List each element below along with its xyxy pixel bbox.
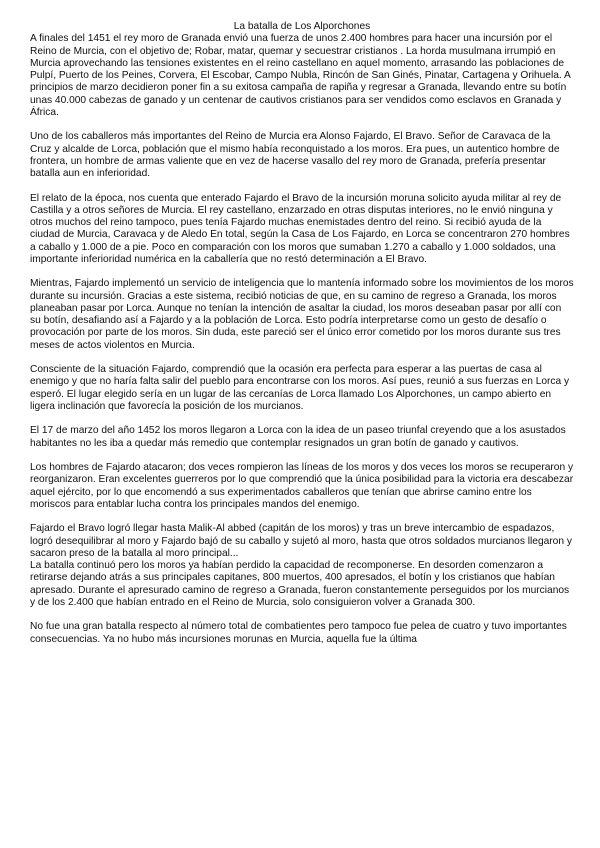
paragraph-inteligencia: Mientras, Fajardo implementó un servicio de inteligencia que lo mantenía informado sobre los movimientos de los moros durante su incursión. Gracias a este sistema, recibió noticias de que, en su camino de regreso a Granada, los moros planeaban pasar por Lorca. Aunque no tenían la intención de asaltar la ciudad, los moros deseaban pasar por allí con su botín, desafiando así a Fajardo y a la población de Lorca. Esto podría interpretarse como un gesto de desafío o provocación por parte de los moros. Sin duda, este pareció ser el único error cometido por los moros durante sus tres meses de actos violentos en Murcia. — [30, 278, 574, 351]
document-title: La batalla de Los Alporchones — [233, 21, 371, 32]
paragraph-17-marzo: El 17 de marzo del año 1452 los moros llegaron a Lorca con la idea de un paseo triunfal creyendo que a los asustados habitantes no les iba a quedar más remedio que contemplar resignados un gran botín de ganado y cautivos. — [30, 425, 566, 449]
paragraph-malik-al-abbed: Fajardo el Bravo logró llegar hasta Malik-Al abbed (capitán de los moros) y tras un breve intercambio de espadazos, logró desequilibrar al moro y Fajardo bajó de su caballo y sujetó al moro, hasta que otros soldados murcianos llegaron y sacaron preso de la batalla al moro principal... — [30, 523, 572, 559]
paragraph-alonso-fajardo: Uno de los caballeros más importantes del Reino de Murcia era Alonso Fajardo, El Bravo. Señor de Caravaca de la Cruz y alcalde de Lorca, población que el mismo había reconquistado a los moros. Era pues, un autentico hombre de frontera, un hombre de armas valiente que en vez de hacerse vasallo del rey moro de Granada, prefería presentar batalla aun en inferioridad. — [30, 131, 560, 179]
paragraph-relato-epoca: El relato de la época, nos cuenta que enterado Fajardo el Bravo de la incursión moruna solicito ayuda militar al rey de Castilla y a otros señores de Murcia. El rey castellano, enzarzado en otras disputas interiores, no le envió ninguna y otros muchos del reino tampoco, pues tenía Fajardo muchas enemistades dentro del reino. Si recibió ayuda de la ciudad de Murcia, Caravaca y de Aledo En total, según la Casa de Los Fajardo, en Lorca se concentraron 270 hombres a caballo y 1.000 de a pie. Poco en comparación con los moros que sumaban 1.270 a caballo y 1.000 soldados, una importante inferioridad numérica en la caballería que no restó determinación a El Bravo. — [30, 192, 570, 265]
paragraph-incursion: A finales del 1451 el rey moro de Granada envió una fuerza de unos 2.400 hombres para hacer una incursión por el Reino de Murcia, con el objetivo de; Robar, matar, quemar y secuestrar cristianos . La horda musulmana irrumpió en Murcia aprovechando las tensiones existentes en el reino castellano en aquel momento, arrasando las poblaciones de Pulpí, Puerto de los Peines, Corvera, El Escobar, Campo Nubla, Rincón de San Ginés, Pinatar, Cartagena y Orihuela. A principios de marzo decidieron poner fin a su exitosa campaña de rapiña y regresar a Granada, llevando entre su botín unas 40.000 cabezas de ganado y un centenar de cautivos cristianos para ser vendidos como esclavos en Granada y África. — [30, 33, 571, 118]
paragraph-consciente: Consciente de la situación Fajardo, comprendió que la ocasión era perfecta para esperar a las puertas de casa al enemigo y que no haría falta salir del pueblo para encontrarse con los moros. Así pues, reunió a sus fuerzas en Lorca y esperó. El lugar elegido sería en un lugar de las cercanías de Lorca llamado Los Alporchones, un campo abierto en ligera inclinación que favorecía la posición de los murcianos. — [30, 364, 570, 412]
paragraph-retirada: La batalla continuó pero los moros ya habían perdido la capacidad de recomponerse. En desorden comenzaron a retirarse dejando atrás a sus principales capitanes, 800 muertos, 400 apresados, el botín y los cristianos que habían apresado. Durante el apresurado camino de regreso a Granada, fueron constantemente perseguidos por los murcianos y de los 2.400 que habían entrado en el Reino de Murcia, solo consiguieron volver a Granada 300. — [30, 560, 570, 608]
document-page — [30, 21, 574, 658]
paragraph-consecuencias: No fue una gran batalla respecto al número total de combatientes pero tampoco fue pelea de cuatro y tuvo importantes consecuencias. Ya no hubo más incursiones morunas en Murcia, aquella fue la última — [30, 621, 567, 645]
paragraph-ataque: Los hombres de Fajardo atacaron; dos veces rompieron las líneas de los moros y dos veces los moros se recuperaron y reorganizaron. Eran excelentes guerreros por lo que comprendió que la única posibilidad para la victoria era descabezar aquel ejército, por lo que encomendó a sus experimentados caballeros que tenían que abrirse camino entre los moriscos para entablar lucha contra los principales mandos del enemigo. — [30, 462, 574, 510]
